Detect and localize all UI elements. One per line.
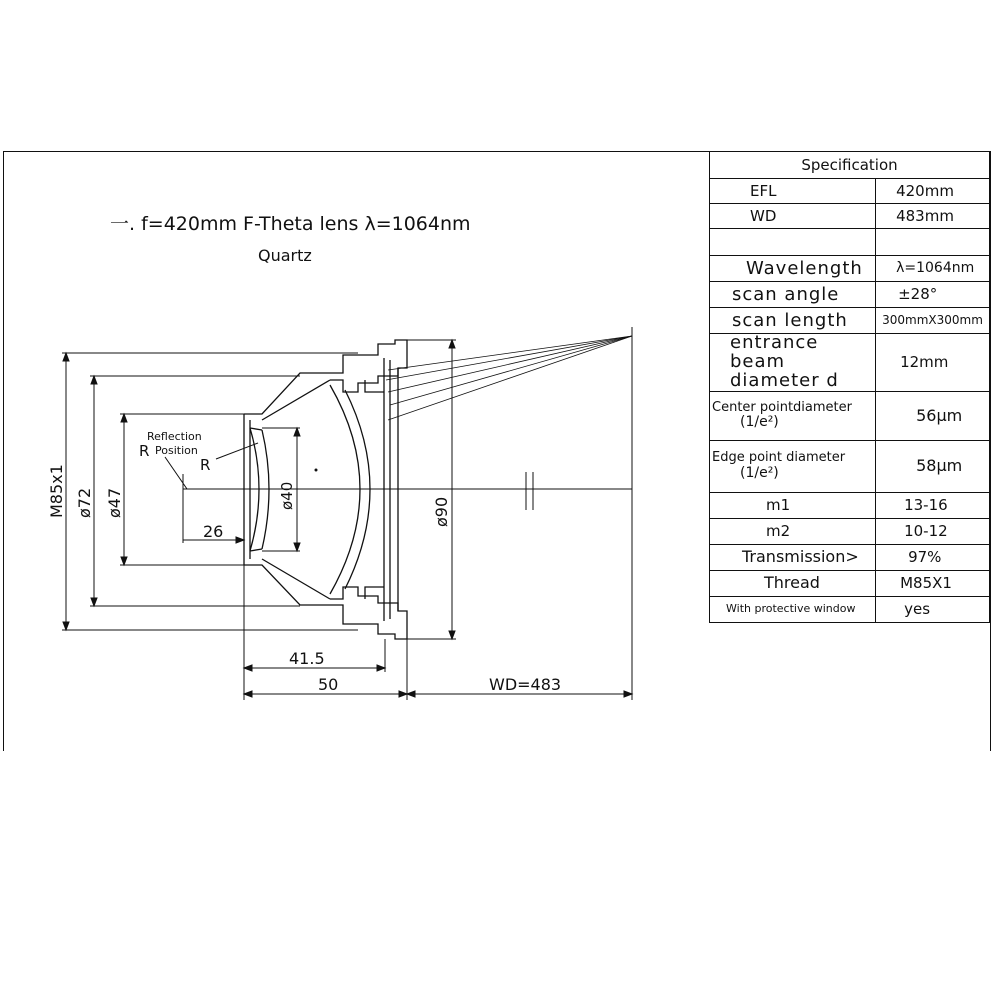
spec-header: Specification <box>710 152 990 179</box>
spec-label-efl: EFL <box>710 179 876 204</box>
spec-label-wd: WD <box>710 204 876 229</box>
spec-label-m2: m2 <box>710 518 876 544</box>
dim-d47: ø47 <box>105 487 124 518</box>
spec-label-scan-length: scan length <box>710 308 876 334</box>
reflection-label: Reflection <box>147 430 202 443</box>
spec-row <box>710 179 990 204</box>
spec-label-edge-point-text: Edge point diameter <box>712 450 846 466</box>
spec-label-thread: Thread <box>710 570 876 596</box>
spec-value-m2: 10-12 <box>876 518 990 544</box>
spec-value-empty <box>876 229 990 256</box>
spec-value-edge-point: 58μm <box>876 440 990 492</box>
spec-value-entrance-beam: 12mm <box>876 334 990 392</box>
dim-26: 26 <box>203 522 224 541</box>
r-label-1: R <box>139 442 150 460</box>
spec-label-empty <box>710 229 876 256</box>
spec-value-m1: 13-16 <box>876 492 990 518</box>
spec-row <box>710 492 990 518</box>
spec-row <box>710 204 990 229</box>
spec-row <box>710 282 990 308</box>
spec-label-protective-window: With protective window <box>710 596 876 622</box>
spec-value-scan-angle: ±28° <box>876 282 990 308</box>
scan-beams <box>386 327 632 700</box>
spec-header-row <box>710 152 990 179</box>
spec-row <box>710 544 990 570</box>
spec-value-scan-length: 300mmX300mm <box>876 308 990 334</box>
r-label-2: R <box>200 456 211 474</box>
spec-label-edge-point-sub: (1/e²) <box>740 464 779 481</box>
spec-value-transmission: 97% <box>876 544 990 570</box>
spec-row <box>710 518 990 544</box>
spec-label-m1: m1 <box>710 492 876 518</box>
drawing-title: 一. f=420mm F-Theta lens λ=1064nm <box>110 213 471 235</box>
spec-value-wavelength: λ=1064nm <box>876 256 990 282</box>
dim-d72: ø72 <box>75 487 94 518</box>
dim-41-5: 41.5 <box>289 649 325 668</box>
spec-label-scan-angle: scan angle <box>710 282 876 308</box>
position-label: Position <box>155 444 198 457</box>
spec-label-wavelength: Wavelength <box>710 256 876 282</box>
spec-value-wd: 483mm <box>876 204 990 229</box>
spec-row <box>710 440 990 492</box>
spec-value-efl: 420mm <box>876 179 990 204</box>
specification-table <box>709 151 990 623</box>
spec-row <box>710 334 990 392</box>
dim-d90: ø90 <box>432 496 451 527</box>
spec-label-transmission: Transmission> <box>710 544 876 570</box>
spec-row <box>710 570 990 596</box>
spec-value-center-point: 56μm <box>876 391 990 440</box>
spec-label-entrance-beam: entrance beam diameter d <box>710 334 876 392</box>
dim-wd: WD=483 <box>489 675 562 694</box>
spec-value-protective-window: yes <box>876 596 990 622</box>
dim-50: 50 <box>318 675 339 694</box>
spec-label-center-point-sub: (1/e²) <box>740 414 779 431</box>
spec-value-thread: M85X1 <box>876 570 990 596</box>
material-label: Quartz <box>258 246 312 265</box>
dim-m85: M85x1 <box>47 464 66 518</box>
spec-row <box>710 596 990 622</box>
spec-label-center-point <box>710 391 876 440</box>
spec-label-edge-point <box>710 440 876 492</box>
spec-row <box>710 391 990 440</box>
spec-label-center-point-text: Center pointdiameter <box>712 399 852 415</box>
dim-d40: ø40 <box>278 481 296 510</box>
spec-row <box>710 256 990 282</box>
spec-row-empty <box>710 229 990 256</box>
spec-row <box>710 308 990 334</box>
